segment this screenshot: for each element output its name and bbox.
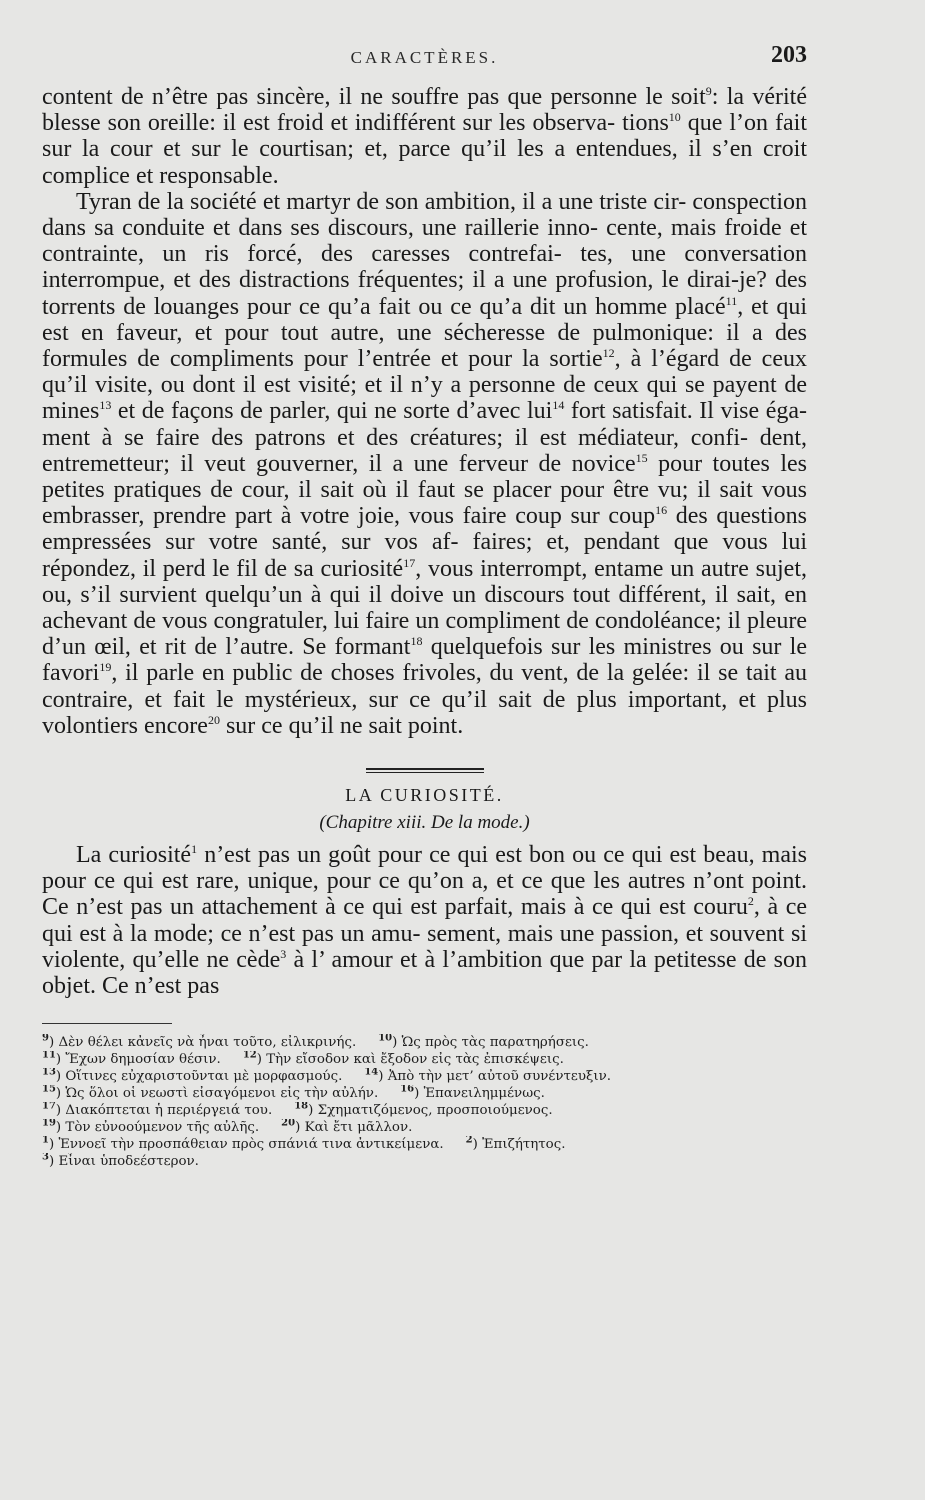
footnote-number: 9 xyxy=(42,1034,49,1044)
footnote-text: Ἐννοεῖ τὴν προσπάθειαν πρὸς σπάνιά τινα ἀντικείμενα. xyxy=(58,1137,444,1153)
footnote-reference: 12 xyxy=(602,346,615,361)
running-title: CARACTÈRES. xyxy=(350,48,499,67)
footnote-line: $^{15}$) Ὡς ὅλοι οἱ νεωστὶ εἰσαγόμενοι εἰς τὴν αὐλήν. $^{16}$) Ἐπανειλημμένως. xyxy=(42,1085,545,1102)
footnote-text: Τὴν εἴσοδον καὶ ἔξοδον εἰς τὰς ἐπισκέψεις. xyxy=(266,1052,564,1068)
text-segment: sement, mais une passion, et souvent si violente, qu’elle ne cède xyxy=(42,920,807,973)
paragraph-2 xyxy=(42,189,807,739)
footnote-reference: 13 xyxy=(99,398,112,413)
footnote-number: 18 xyxy=(294,1102,309,1112)
main-text xyxy=(42,84,807,739)
text-segment: , et qui est en faveur, et pour tout xyxy=(42,293,807,346)
text-segment: vous interrompt, entame un autre sujet, ou, s’il survient quelqu’un à xyxy=(42,555,808,608)
text-segment: être vu; il sait vous embrasser, prendre part à votre joie, vous faire xyxy=(42,477,808,530)
text-segment: la vérité blesse son oreille: il est froid et indifférent sur les observa- xyxy=(42,84,807,137)
footnote-text: Καὶ ἔτι μᾶλλον. xyxy=(304,1120,413,1136)
text-segment: une profusion, le dirai-je? des torrents de louanges pour ce qu’a fait xyxy=(42,267,808,320)
footnote-text: Ἔχων δημοσίαν θέσιν. xyxy=(65,1052,221,1068)
footnote-reference: 9 xyxy=(705,84,712,98)
footnote-line: $^{17}$) Διακόπτεται ἡ περιέργειά του. $^{18}$) Σχηματιζόμενος, προσποιούμενος. xyxy=(42,1102,553,1119)
footnote-reference: 15 xyxy=(635,450,648,465)
paragraph-1 xyxy=(42,84,807,189)
text-line xyxy=(42,84,718,110)
footnote-reference: 16 xyxy=(655,503,668,518)
footnotes xyxy=(42,1034,807,1170)
text-segment: , à l’égard de ceux qu’il visite, ou dont xyxy=(42,346,807,399)
text-line xyxy=(76,189,686,215)
text-segment: conspection dans sa conduite et dans ses discours, une raillerie inno- xyxy=(42,188,808,242)
footnote-number: 20 xyxy=(281,1119,296,1129)
text-segment: pour l’entrée et pour la sortie xyxy=(303,346,603,373)
footnote-text: Τὸν εὐνοούμενον τῆς αὐλῆς. xyxy=(65,1120,260,1136)
text-segment: ment à se faire des patrons et des créatures; il est médiateur, confi- xyxy=(42,424,749,451)
footnote-reference: 3 xyxy=(280,946,287,961)
text-segment: , xyxy=(415,555,422,582)
section-text xyxy=(42,842,807,999)
footnote-line: $^{19}$) Τὸν εὐνοούμενον τῆς αὐλῆς. $^{20}$) Καὶ ἔτι μᾶλλον. xyxy=(42,1119,413,1136)
footnote-text: Διακόπτεται ἡ περιέργειά του. xyxy=(65,1103,273,1119)
footnote-number: 12 xyxy=(242,1051,257,1061)
footnote-text: Σχηματιζόμενος, προσποιούμενος. xyxy=(317,1103,553,1119)
text-segment: favori xyxy=(42,660,100,687)
text-line xyxy=(42,660,710,686)
footnote-text: Εἶναι ὑποδεέστερον. xyxy=(58,1154,199,1170)
footnote-number: 17 xyxy=(42,1102,56,1112)
text-segment: n’est pas un goût pour ce qui est bon ou ce qui est xyxy=(197,842,697,869)
text-segment: coup sur coup xyxy=(515,503,656,530)
footnote-text: Ἐπιζήτητος. xyxy=(482,1137,566,1153)
text-segment: que l’on fait sur la cour et sur le courtisan; et, parce qu’il les xyxy=(42,110,808,163)
footnote-line: $^3$) Εἶναι ὑποδεέστερον. xyxy=(42,1153,199,1170)
footnote-number: 13 xyxy=(42,1068,56,1078)
text-line xyxy=(76,842,696,868)
text-segment: toutes les petites pratiques de cour, il sait où il faut se placer pour xyxy=(42,450,807,504)
running-head xyxy=(42,38,807,84)
footnote-line: $^9$) Δὲν θέλει κἀνεῖς νὰ ἦναι τοῦτο, εἰλικρινής. $^{10}$) Ὡς πρὸς τὰς παρατηρήσεις. xyxy=(42,1034,589,1051)
text-segment: : xyxy=(711,84,719,110)
text-segment: La curiosité xyxy=(76,842,192,869)
footnote-text: Ὡς ὅλοι οἱ νεωστὶ εἰσαγόμενοι εἰς τὴν αὐλήν. xyxy=(65,1086,379,1102)
text-segment: ou ce qu’a dit un homme placé xyxy=(418,293,726,320)
footnote-line: $^1$) Ἐννοεῖ τὴν προσπάθειαν πρὸς σπάνιά τινα ἀντικείμενα. $^2$) Ἐπιζήτητος. xyxy=(42,1136,566,1153)
footnote-number: 1 xyxy=(42,1136,49,1146)
footnote-number: 3 xyxy=(42,1153,49,1163)
text-segment: , il parle en public de choses frivoles, du vent, de la gelée: il xyxy=(111,660,711,687)
footnote-text: Ὡς πρὸς τὰς παρατηρήσεις. xyxy=(401,1035,589,1051)
footnote-reference: 14 xyxy=(552,398,565,413)
footnote-number: 19 xyxy=(42,1119,56,1129)
text-segment: tes, une conversation interrompue, et des distractions fréquentes; il a xyxy=(42,241,807,294)
text-segment: dent, entremetteur; il veut gouverner, il a une ferveur de novice xyxy=(42,424,808,477)
text-segment: a entendues, il s’en croit complice et responsable. xyxy=(42,136,808,189)
footnote-reference: 11 xyxy=(725,293,738,308)
text-segment: cente, mais froide et contrainte, un ris forcé, des caresses contrefai- xyxy=(42,215,808,268)
footnote-rule xyxy=(42,1023,172,1024)
text-segment: il est visité; et il n’y a personne de ceux qui se payent de mines xyxy=(42,372,807,425)
paragraph-3 xyxy=(42,842,807,999)
footnote-reference: 18 xyxy=(410,634,423,649)
page-number: 203 xyxy=(771,42,807,68)
footnote-reference: 1 xyxy=(191,842,198,857)
footnote-number: 10 xyxy=(378,1034,393,1044)
footnote-number: 15 xyxy=(42,1085,56,1095)
text-segment: à l’ xyxy=(286,946,325,973)
text-segment: congratuler, lui faire un compliment de condoléance; il pleure d’un œil, xyxy=(42,608,807,661)
footnote-number: 2 xyxy=(465,1136,473,1146)
section-subtitle: (Chapitre xiii. De la mode.) xyxy=(319,812,530,834)
text-segment: autre, une sécheresse de pulmonique: il a des formules de compliments xyxy=(42,319,807,373)
text-segment: de façons de parler, qui ne sorte d’avec lui xyxy=(141,398,553,425)
text-line xyxy=(42,425,748,451)
footnote-text: Ἀπὸ τὴν μετ’ αὐτοῦ συνέντευξιν. xyxy=(387,1069,611,1085)
text-segment: beau, mais pour ce qui est rare, unique, pour ce qu’on a, et ce que xyxy=(42,842,808,895)
footnote-reference: 10 xyxy=(668,110,681,125)
text-segment: amour et à l’ambition que par la petitesse de son objet. Ce n’est pas xyxy=(42,946,807,1000)
text-segment: , à ce qui est à la mode; ce n’est pas un amu- xyxy=(42,894,808,947)
text-segment: tions xyxy=(622,110,669,137)
footnote-text: Οἵτινες εὐχαριστοῦνται μὲ μορφασμούς. xyxy=(65,1069,343,1085)
footnote-reference: 2 xyxy=(747,894,754,909)
footnote-text: Δὲν θέλει κἀνεῖς νὰ ἦναι τοῦτο, εἰλικρινής. xyxy=(58,1035,357,1051)
text-line xyxy=(139,634,807,660)
text-segment: mais à ce qui est couru xyxy=(520,894,748,921)
text-segment: content de n’être pas sincère, il ne souffre pas que personne le soit xyxy=(42,84,706,110)
text-segment: faires; et, pendant que vous lui répondez, il perd le fil de sa curiosité xyxy=(42,529,808,582)
text-segment: pour xyxy=(647,450,703,477)
text-segment: qui il doive un discours tout différent, il sait, en achevant de vous xyxy=(42,581,808,635)
section-divider xyxy=(366,768,484,773)
text-segment: fort satisfait. Il vise éga- xyxy=(564,398,808,425)
text-line xyxy=(142,398,807,424)
text-segment: Tyran de la société et martyr de son ambition, il a une triste cir- xyxy=(76,188,687,215)
text-segment: quelquefois sur les ministres ou sur le xyxy=(422,634,807,661)
footnote-line: $^{13}$) Οἵτινες εὐχαριστοῦνται μὲ μορφασμούς. $^{14}$) Ἀπὸ τὴν μετ’ αὐτοῦ συνέντευξιν. xyxy=(42,1068,611,1085)
text-segment: et xyxy=(111,398,136,425)
footnote-reference: 20 xyxy=(207,712,220,727)
footnote-number: 14 xyxy=(364,1068,379,1078)
footnote-number: 16 xyxy=(400,1085,415,1095)
footnote-reference: 19 xyxy=(99,660,112,675)
text-segment: sur ce qu’il ne sait point. xyxy=(219,712,464,739)
footnote-text: Ἐπανειλημμένως. xyxy=(423,1086,545,1102)
text-segment: important, et plus volontiers encore xyxy=(42,686,807,739)
text-segment: des questions empressées sur votre santé, sur vos af- xyxy=(42,503,807,556)
text-segment: se tait au contraire, et fait le mystérieux, sur ce qu’il sait de plus xyxy=(42,660,808,713)
section-title: LA CURIOSITÉ. xyxy=(345,785,504,806)
footnote-reference: 17 xyxy=(403,555,416,570)
footnote-line: $^{11}$) Ἔχων δημοσίαν θέσιν. $^{12}$) Τὴν εἴσοδον καὶ ἔξοδον εἰς τὰς ἐπισκέψεις. xyxy=(42,1051,564,1068)
text-segment: les autres n’ont point. Ce n’est pas un attachement à ce qui est parfait, xyxy=(42,868,808,921)
footnote-number: 11 xyxy=(42,1051,56,1061)
text-segment: et rit de l’autre. Se formant xyxy=(139,634,411,661)
